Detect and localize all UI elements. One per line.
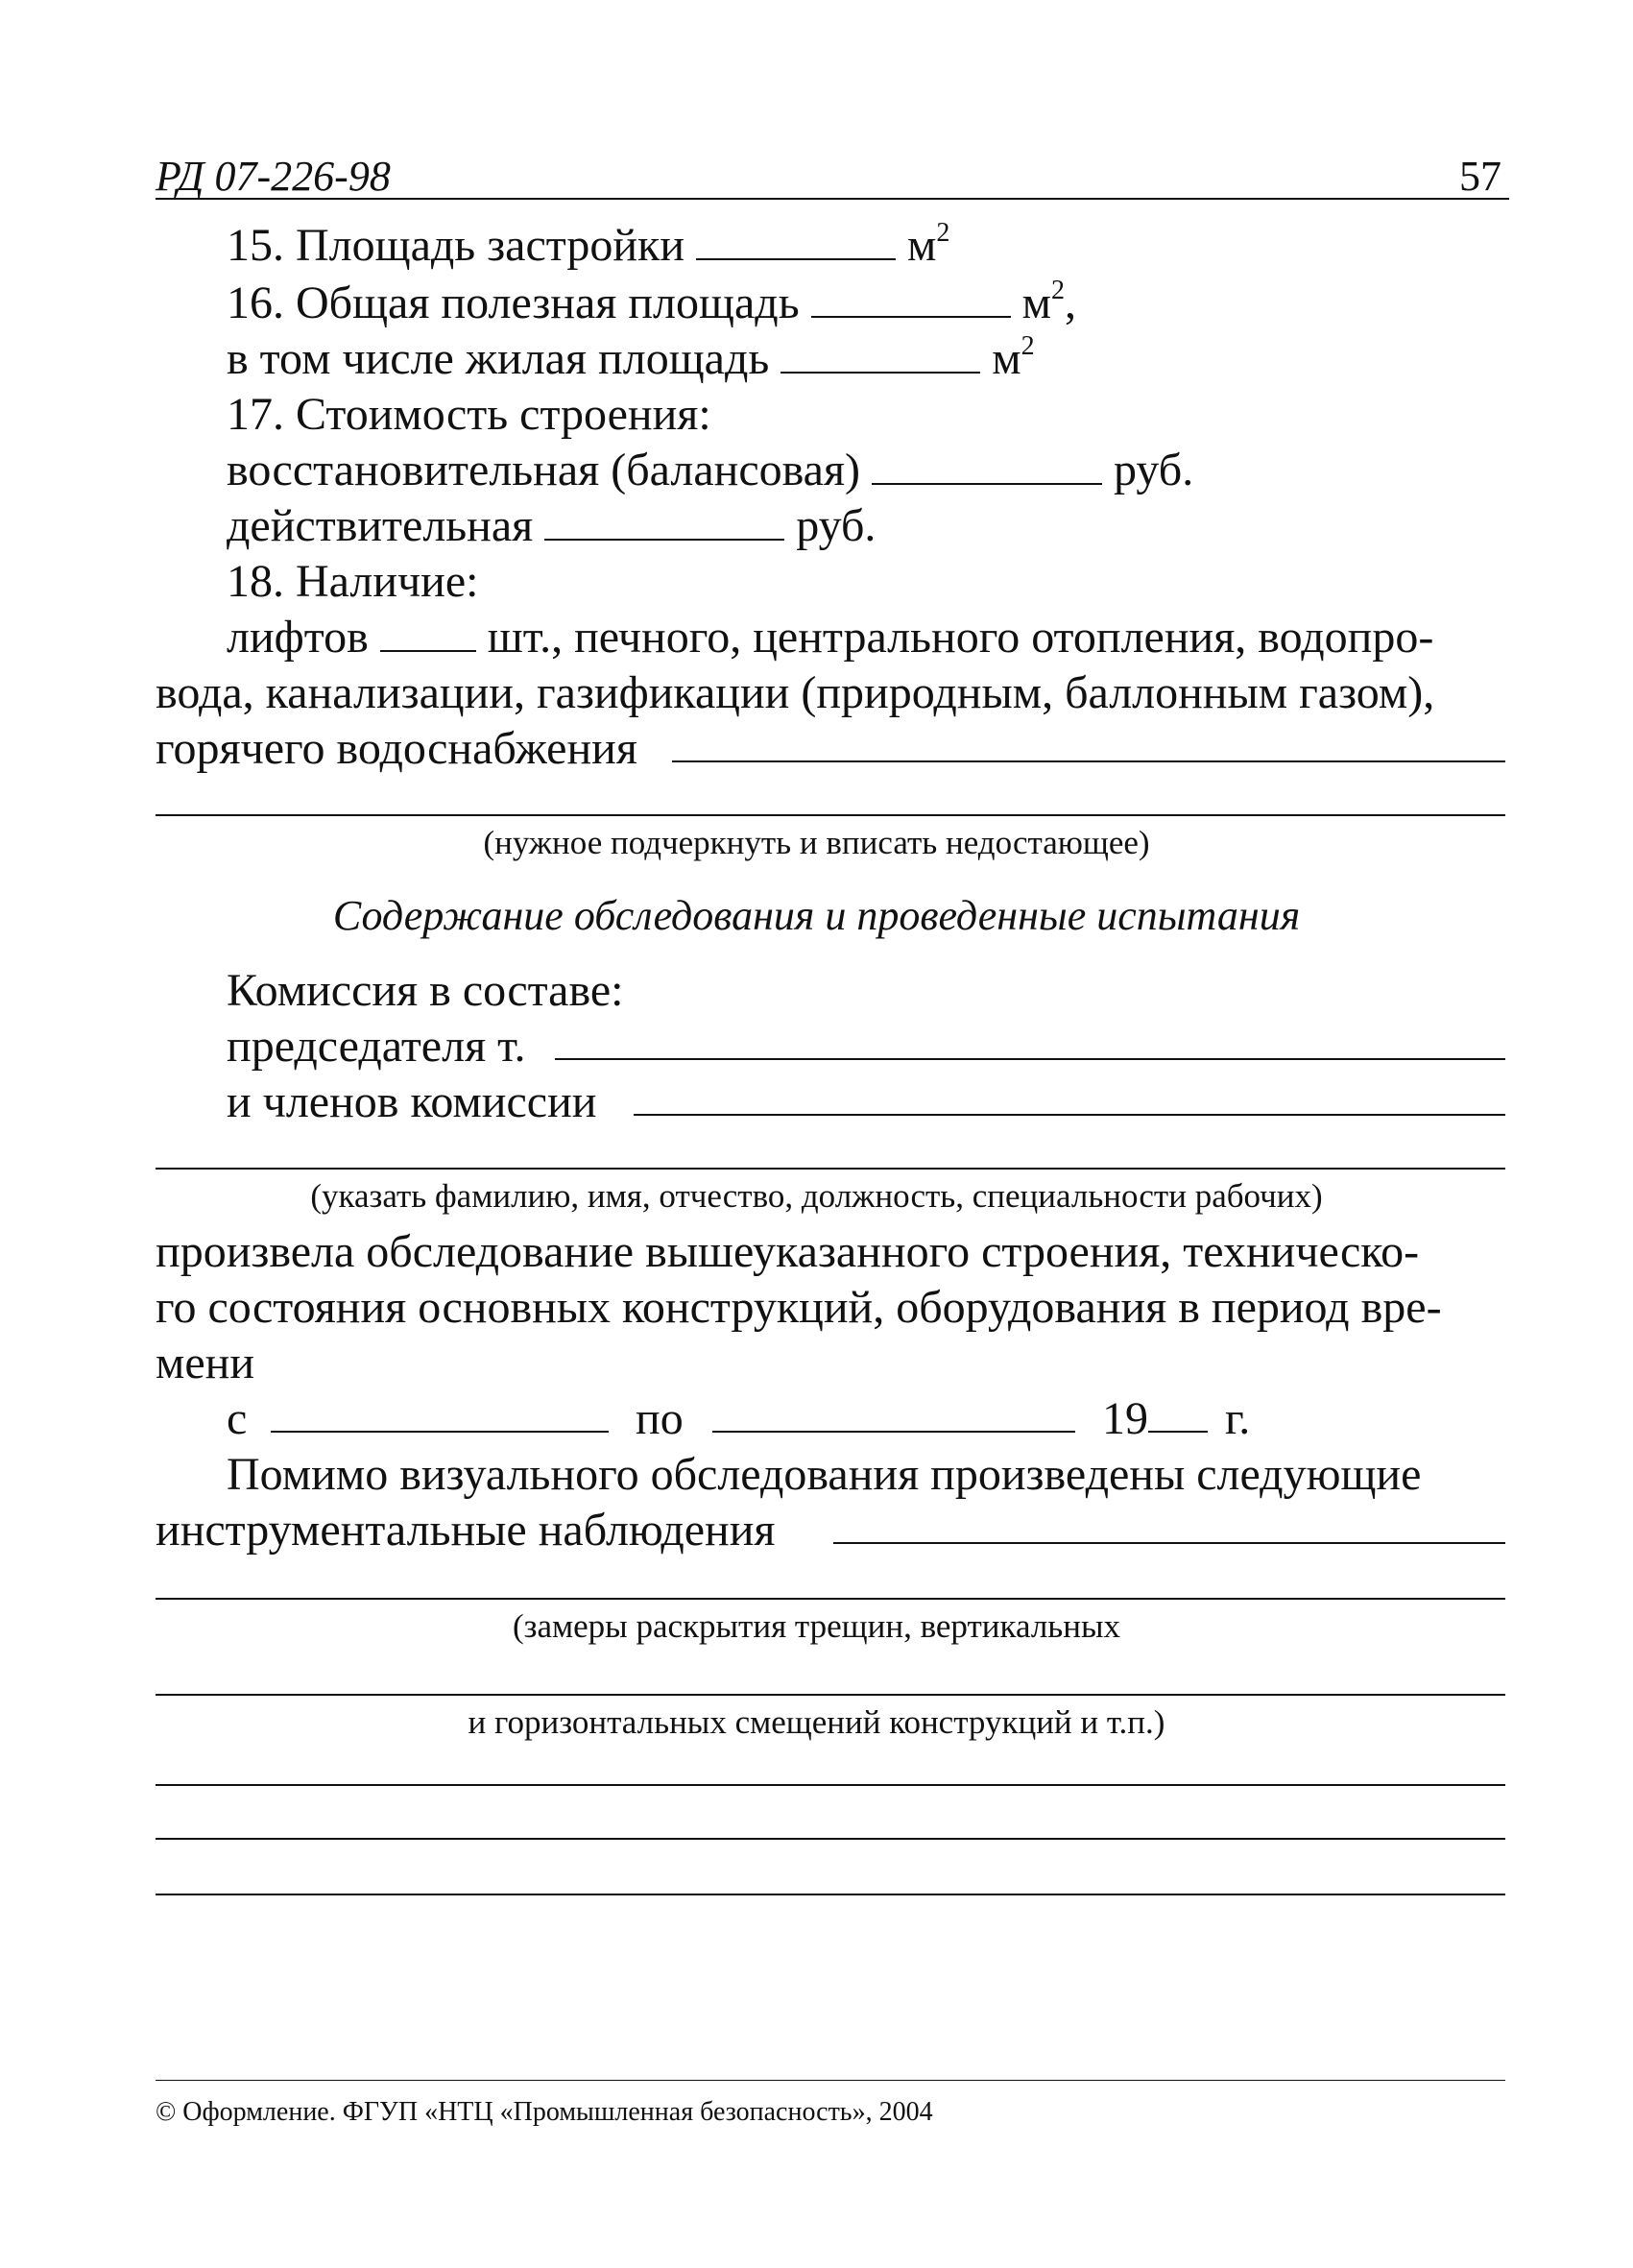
replacement-cost-label: восстановительная (балансовая) bbox=[227, 445, 861, 495]
item-18-line1-rest: шт., печного, центрального отопления, водопро- bbox=[487, 612, 1434, 663]
paragraph-line: Помимо визуального обследования произведены следующие bbox=[227, 1449, 1422, 1500]
header-rule bbox=[156, 198, 1509, 200]
rub-unit: руб. bbox=[796, 500, 877, 551]
item-15-line bbox=[227, 218, 950, 271]
unit-m2: $м^2$ bbox=[907, 218, 950, 271]
members-field[interactable] bbox=[634, 1114, 1505, 1116]
unit-m2: $м^2$ bbox=[992, 331, 1035, 384]
from-label: с bbox=[227, 1393, 248, 1444]
item-18-note: (нужное подчеркнуть и вписать недостающее) bbox=[483, 824, 1150, 861]
hot-water-label: горячего водоснабжения bbox=[156, 723, 637, 774]
replacement-cost-field[interactable] bbox=[872, 448, 1102, 485]
to-label: по bbox=[636, 1393, 684, 1444]
chairman-field[interactable] bbox=[555, 1058, 1505, 1060]
members-note: (указать фамилию, имя, отчество, должность, специальности рабочих) bbox=[310, 1177, 1323, 1215]
date-from-field[interactable] bbox=[271, 1431, 609, 1433]
paragraph-line: мени bbox=[156, 1338, 255, 1388]
paragraph-line: произвела обследование вышеуказанного строения, техническо- bbox=[156, 1226, 1420, 1277]
year-suffix: г. bbox=[1225, 1393, 1251, 1444]
item-17b-line bbox=[227, 500, 877, 551]
hot-water-field[interactable] bbox=[672, 760, 1505, 762]
blank-line[interactable] bbox=[156, 1694, 1505, 1696]
observations-note-1: (замеры раскрытия трещин, вертикальных bbox=[512, 1607, 1120, 1645]
blank-line[interactable] bbox=[156, 1784, 1505, 1786]
commission-label: Комиссия в составе: bbox=[227, 965, 624, 1016]
actual-cost-field[interactable] bbox=[544, 504, 784, 541]
item-15-label: 15. Площадь застройки bbox=[227, 220, 685, 271]
living-area-label: в том числе жилая площадь bbox=[227, 333, 770, 384]
blank-line[interactable] bbox=[156, 1598, 1505, 1600]
section-title: Содержание обследования и проведенные испытания bbox=[332, 892, 1301, 939]
item-16b-line bbox=[227, 331, 1035, 384]
item-18-label: 18. Наличие: bbox=[227, 556, 479, 607]
paragraph-line: инструментальные наблюдения bbox=[156, 1505, 776, 1556]
building-area-field[interactable] bbox=[696, 224, 896, 260]
item-17a-line bbox=[227, 447, 1193, 494]
blank-line[interactable] bbox=[156, 1168, 1505, 1170]
elevators-count-field[interactable] bbox=[380, 615, 476, 652]
observations-note-2: и горизонтальных смещений конструкций и т.п.) bbox=[468, 1703, 1165, 1741]
actual-cost-label: действительная bbox=[227, 500, 534, 551]
item-18-line2: вода, канализации, газификации (природным, баллонным газом), bbox=[156, 667, 1435, 718]
date-to-field[interactable] bbox=[712, 1431, 1075, 1433]
year-prefix: 19 bbox=[1102, 1393, 1148, 1444]
chairman-label: председателя т. bbox=[227, 1021, 526, 1072]
item-16-label: 16. Общая полезная площадь bbox=[227, 277, 800, 328]
rub-unit: руб. bbox=[1114, 445, 1194, 495]
item-18-line1 bbox=[227, 612, 1434, 663]
footer-rule bbox=[156, 2080, 1505, 2081]
members-label: и членов комиссии bbox=[227, 1076, 597, 1127]
page-number: 57 bbox=[1459, 153, 1501, 200]
item-16-line bbox=[227, 276, 1076, 328]
copyright: © Оформление. ФГУП «НТЦ «Промышленная безопасность», 2004 bbox=[156, 2097, 933, 2127]
living-area-field[interactable] bbox=[780, 337, 980, 374]
document-code: РД 07-226-98 bbox=[156, 153, 391, 200]
useful-area-field[interactable] bbox=[811, 281, 1011, 318]
blank-line[interactable] bbox=[156, 1894, 1505, 1895]
paragraph-line: го состояния основных конструкций, оборудования в период вре- bbox=[156, 1282, 1442, 1333]
item-17-label: 17. Стоимость строения: bbox=[227, 389, 711, 440]
year-field[interactable] bbox=[1148, 1431, 1208, 1433]
observations-field[interactable] bbox=[833, 1542, 1505, 1544]
blank-line[interactable] bbox=[156, 1838, 1505, 1840]
item-18-line3 bbox=[156, 723, 637, 774]
elevators-label: лифтов bbox=[227, 612, 369, 663]
blank-line[interactable] bbox=[156, 814, 1505, 816]
unit-m2: $м^2$, bbox=[1021, 276, 1076, 328]
